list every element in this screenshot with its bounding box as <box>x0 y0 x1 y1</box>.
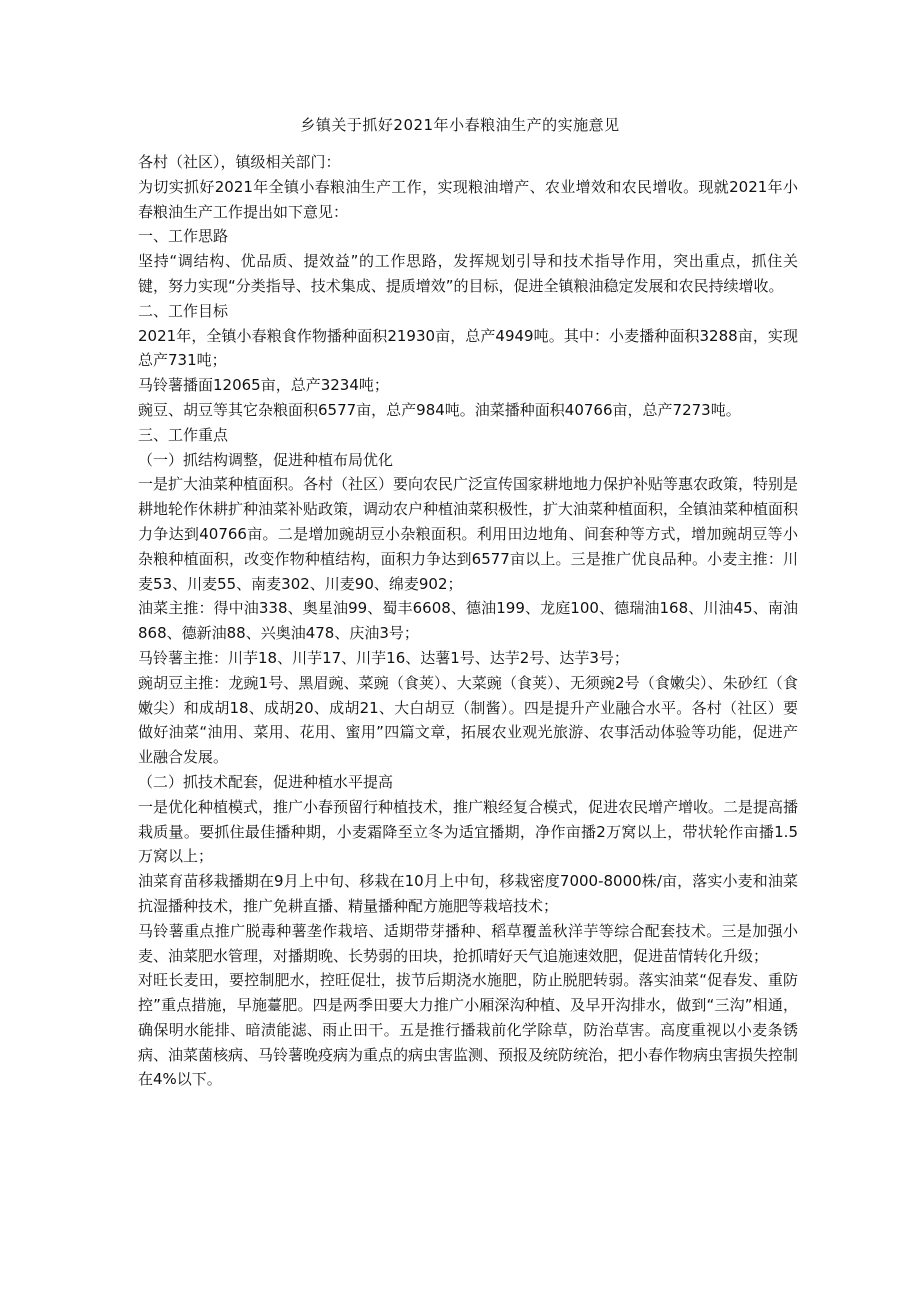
salutation: 各村（社区），镇级相关部门： <box>138 153 341 171</box>
section-heading-focus: 三、工作重点 <box>138 425 229 444</box>
subsection-heading-structure: （一）抓结构调整，促进种植布局优化 <box>138 450 394 469</box>
goals-paragraph-beans-rapeseed: 豌豆、胡豆等其它杂粮面积6577亩，总产984吨。油菜播种面积40766亩，总产7273吨。 <box>138 400 741 419</box>
intro-paragraph: 为切实抓好2021年全镇小春粮油生产工作，实现粮油增产、农业增效和农民增收。现就2021年小春粮油生产工作提出如下意见： <box>138 177 798 221</box>
bean-varieties-paragraph: 豌胡豆主推：龙豌1号、黑眉豌、菜豌（食荚）、大菜豌（食荚）、无须豌2号（食嫩尖）、朱砂红（食嫩尖）和成胡18、成胡20、成胡21、大白胡豆（制酱）。四是提升产业融合水平。各村（社区）要做好油菜“油用、菜用、花用、蜜用”四篇文章，拓展农业观光旅游、农事活动体验等功能，促进产业融合发展。 <box>138 673 798 767</box>
field-management-paragraph: 对旺长麦田，要控制肥水，控旺促壮，拔节后期浇水施肥，防止脱肥转弱。落实油菜“促春发、重防控”重点措施，早施薹肥。四是两季田要大力推广小厢深沟种植、及早开沟排水，做到“三沟”相通，确保明水能排、暗渍能滤、雨止田干。五是推行播栽前化学除草，防治草害。高度重视以小麦条锈病、油菜菌核病、马铃薯晚疫病为重点的病虫害监测、预报及统防统治，把小春作物病虫害损失控制在4%以下。 <box>138 971 799 1089</box>
document-body <box>138 150 798 1092</box>
section-heading-goals: 二、工作目标 <box>138 301 229 320</box>
potato-technique-paragraph: 马铃薯重点推广脱毒种薯垄作栽培、适期带芽播种、稻草覆盖秋洋芋等综合配套技术。三是加强小麦、油菜肥水管理，对播期晚、长势弱的田块，抢抓晴好天气追施速效肥，促进苗情转化升级； <box>138 921 798 965</box>
structure-paragraph: 一是扩大油菜种植面积。各村（社区）要向农民广泛宣传国家耕地地力保护补贴等惠农政策，特别是耕地轮作休耕扩种油菜补贴政策，调动农户种植油菜积极性，扩大油菜种植面积，全镇油菜种植面积力争达到40766亩。二是增加豌胡豆小杂粮面积。利用田边地角、间套种等方式，增加豌胡豆等小杂粮种植面积，改变作物种植结构，面积力争达到6577亩以上。三是推广优良品种。小麦主推：川麦53、川麦55、南麦302、川麦90、绵麦902； <box>138 475 799 593</box>
section-heading-approach: 一、工作思路 <box>138 227 229 246</box>
potato-varieties-paragraph: 马铃薯主推：川芋18、川芋17、川芋16、达薯1号、达芋2号、达芋3号； <box>138 648 629 667</box>
rapeseed-technique-paragraph: 油菜育苗移栽播期在9月上中旬、移栽在10月上中旬，移栽密度7000-8000株/亩，落实小麦和油菜抗湿播种技术，推广免耕直播、精量播种配方施肥等栽培技术； <box>138 872 798 915</box>
subsection-heading-technique: （二）抓技术配套，促进种植水平提高 <box>138 772 394 791</box>
approach-paragraph: 坚持“调结构、优品质、提效益”的工作思路，发挥规划引导和技术指导作用，突出重点，抓住关键，努力实现“分类指导、技术集成、提质增效”的目标，促进全镇粮油稳定发展和农民持续增收。 <box>138 252 798 295</box>
goals-paragraph-potato: 马铃薯播面12065亩，总产3234吨； <box>138 376 389 395</box>
goals-paragraph-wheat: 2021年，全镇小春粮食作物播种面积21930亩，总产4949吨。其中：小麦播种面积3288亩，实现总产731吨； <box>138 326 798 370</box>
technique-paragraph: 一是优化种植模式，推广小春预留行种植技术，推广粮经复合模式，促进农民增产增收。二是提高播栽质量。要抓住最佳播种期，小麦霜降至立冬为适宜播期，净作亩播2万窝以上，带状轮作亩播1.5万窝以上； <box>138 797 799 866</box>
rapeseed-varieties-paragraph: 油菜主推：得中油338、奥星油99、蜀丰6608、德油199、龙庭100、德瑞油168、川油45、南油868、德新油88、兴奥油478、庆油3号； <box>138 599 798 643</box>
document-title: 乡镇关于抓好2021年小春粮油生产的实施意见 <box>300 116 620 134</box>
